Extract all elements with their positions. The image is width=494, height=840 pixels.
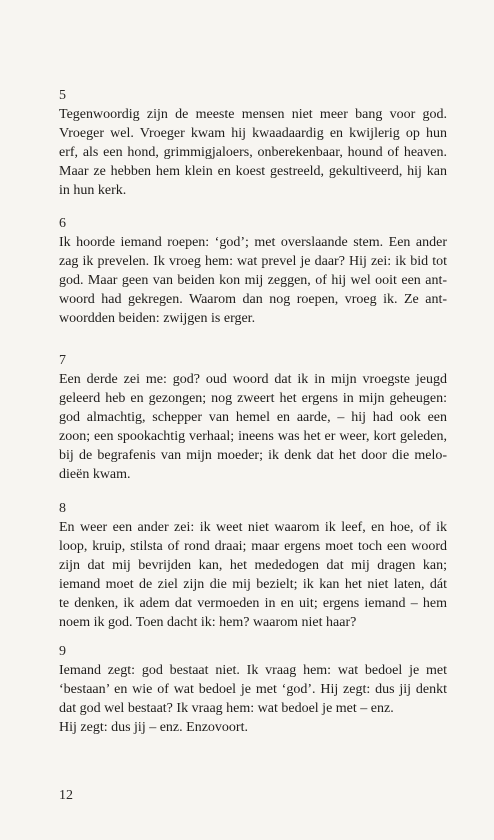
text-line: dieën kwam.: [59, 467, 131, 482]
section-6: [59, 214, 447, 328]
text-line: in hun kerk.: [59, 183, 127, 198]
text-line: noem ik god. Toen dacht ik: hem? waarom niet haar?: [59, 615, 357, 630]
text-line: bij de begrafenis van mijn moeder; ik denk dat het door die melo-: [59, 448, 447, 463]
text-line: te denken, ik adem dat vermoeden in en uit; ergens iemand – hem: [59, 596, 447, 611]
paragraph: [59, 518, 447, 632]
section-5: [59, 86, 447, 200]
text-line: zoon; een spookachtig verhaal; ineens was het er weer, kort geleden,: [59, 429, 447, 444]
section-9: [59, 642, 447, 737]
section-8: [59, 499, 447, 632]
text-line: Een derde zei me: god? oud woord dat ik in mijn vroegste jeugd: [59, 372, 447, 387]
text-line: god. Maar geen van beiden kon mij zeggen, of hij wel ooit een ant-: [59, 273, 447, 288]
text-line: Tegenwoordig zijn de meeste mensen niet meer bang voor god.: [59, 107, 447, 122]
text-line: god almachtig, schepper van hemel en aarde, – hij had ook een: [59, 410, 447, 425]
text-line: ‘bestaan’ en wie of wat bedoel je met ‘god’. Hij zegt: dus jij denkt: [59, 682, 447, 697]
paragraph: [59, 233, 447, 328]
text-line: Iemand zegt: god bestaat niet. Ik vraag hem: wat bedoel je met: [59, 663, 447, 678]
paragraph: [59, 370, 447, 484]
section-number: 6: [59, 216, 66, 231]
text-line: Maar ze hebben hem klein en koest gestreeld, gekultiveerd, hij kan: [59, 164, 447, 179]
text-line: Vroeger wel. Vroeger kwam hij kwaadaardig en kwijlerig op hun: [59, 126, 447, 141]
section-number: 9: [59, 644, 66, 659]
section-number: 7: [59, 353, 66, 368]
section-number: 8: [59, 501, 66, 516]
paragraph: [59, 661, 447, 737]
text-line: Ik hoorde iemand roepen: ‘god’; met overslaande stem. Een ander: [59, 235, 447, 250]
text-line: geleerd heb en gezongen; nog zweert het ergens in mijn geheugen:: [59, 391, 447, 406]
text-line: iemand moet de ziel zijn die mij bezielt; ik kan het niet laten, dát: [59, 577, 447, 592]
text-line: Hij zegt: dus jij – enz. Enzovoort.: [59, 720, 248, 735]
text-line: woord had gekregen. Waarom dan nog roepen, vroeg ik. Ze ant-: [59, 292, 447, 307]
text-line: En weer een ander zei: ik weet niet waarom ik leef, en hoe, of ik: [59, 520, 447, 535]
section-7: [59, 351, 447, 484]
text-line: erf, als een hond, grimmigjaloers, onberekenbaar, hound of heaven.: [59, 145, 447, 160]
text-line: loop, kruip, stilsta of rond draai; maar ergens moet toch een woord: [59, 539, 447, 554]
text-line: woordden beiden: zwijgen is erger.: [59, 311, 256, 326]
paragraph: [59, 105, 447, 200]
section-number: 5: [59, 88, 66, 103]
text-line: zijn dat mij bevrijden kan, het mededogen dat mij dragen kan;: [59, 558, 447, 573]
text-line: zag ik prevelen. Ik vroeg hem: wat prevel je daar? Hij zei: ik bid tot: [59, 254, 447, 269]
page-number: 12: [59, 788, 73, 803]
text-line: dat god wel bestaat? Ik vraag hem: wat bedoel je met – enz.: [59, 701, 394, 716]
